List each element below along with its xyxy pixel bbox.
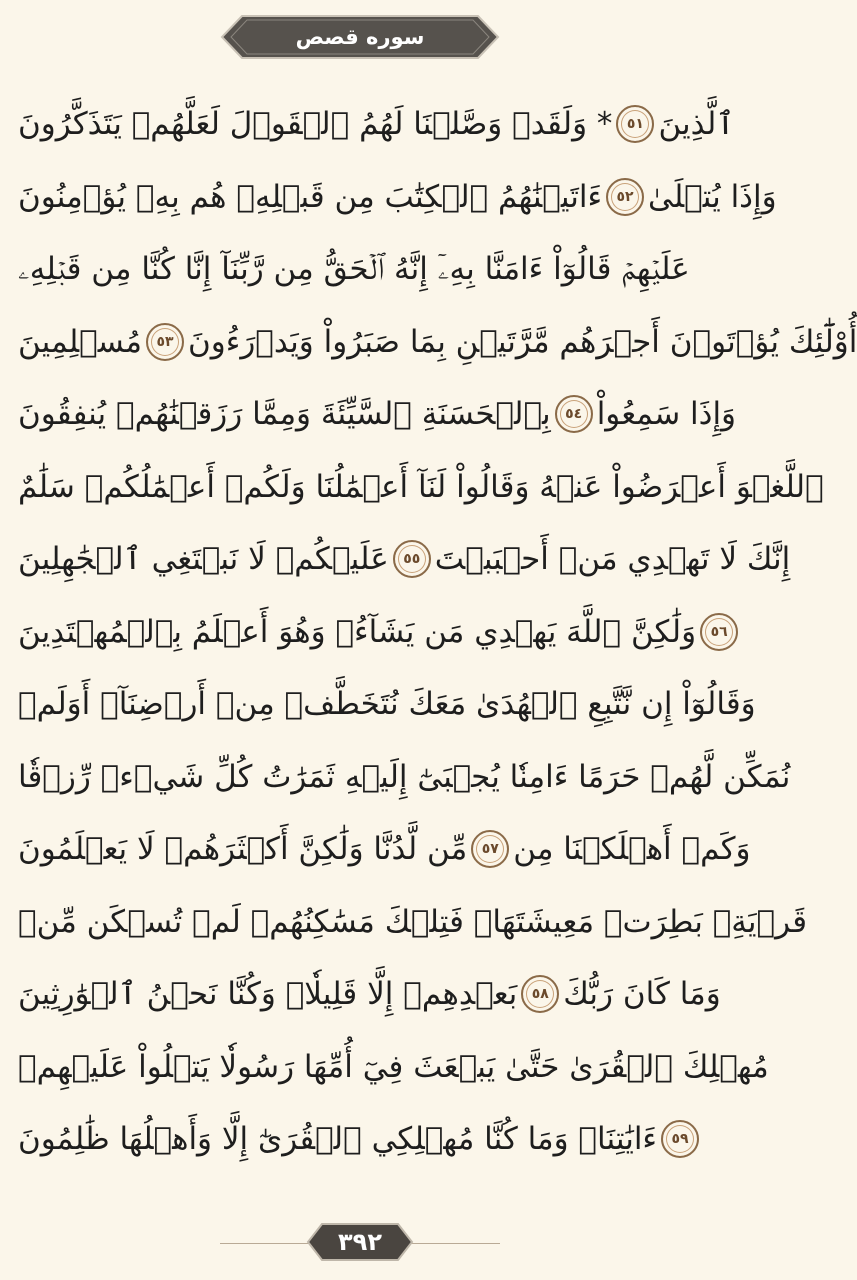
verse-line <box>18 233 702 306</box>
verse-line <box>18 668 756 741</box>
verse-text: ٱللَّغۡوَ أَعۡرَضُواْ عَنۡهُ وَقَالُواْ لَنَآ أَعۡمَٰلُنَا وَلَكُمۡ أَعۡمَٰلُكُمۡ سَلَٰمٌ <box>18 468 824 505</box>
ayah-number-marker: ٥٥ <box>393 540 431 578</box>
verse-text: وَلَٰكِنَّ ٱللَّهَ يَهۡدِي مَن يَشَآءُۚ وَهُوَ أَعۡلَمُ بِٱلۡمُهۡتَدِينَ <box>18 613 697 650</box>
verse-line <box>18 378 737 451</box>
verse-line <box>18 741 791 814</box>
verse-text: نُمَكِّن لَّهُمۡ حَرَمًا ءَامِنٗا يُجۡبَىٰٓ إِلَيۡهِ ثَمَرَٰتُ كُلِّ شَيۡءٖ رِّزۡقٗا <box>18 758 791 795</box>
verse-text: بِٱلۡحَسَنَةِ ٱلسَّيِّئَةَ وَمِمَّا رَزَقۡنَٰهُمۡ يُنفِقُونَ <box>18 396 551 433</box>
verse-text: * وَلَقَدۡ وَصَّلۡنَا لَهُمُ ٱلۡقَوۡلَ لَعَلَّهُمۡ يَتَذَكَّرُونَ <box>18 106 613 143</box>
verse-text: وَإِذَا سَمِعُواْ <box>596 396 737 433</box>
page-number: ٣٩٢ <box>338 1228 382 1256</box>
verse-text: بَعۡدِهِمۡ إِلَّا قَلِيلٗاۖ وَكُنَّا نَحۡنُ ٱلۡوَٰرِثِينَ <box>18 976 518 1013</box>
page-footer <box>0 1216 720 1262</box>
verse-text: وَإِذَا يُتۡلَىٰ <box>648 178 777 215</box>
verse-text: ٱلَّذِينَ <box>658 106 735 143</box>
page-number-badge <box>306 1222 414 1262</box>
verse-line <box>18 1103 702 1176</box>
verse-text: مُسۡلِمِينَ <box>18 323 142 360</box>
verse-text: قَرۡيَةِۭ بَطِرَتۡ مَعِيشَتَهَاۖ فَتِلۡكَ مَسَٰكِنُهُمۡ لَمۡ تُسۡكَن مِّنۢ <box>18 903 808 940</box>
verse-line <box>18 1031 769 1104</box>
verse-text: ءَاتَيۡنَٰهُمُ ٱلۡكِتَٰبَ مِن قَبۡلِهِۦ هُم بِهِۦ يُؤۡمِنُونَ <box>18 178 603 215</box>
verse-text: أُوْلَٰٓئِكَ يُؤۡتَوۡنَ أَجۡرَهُم مَّرَّتَيۡنِ بِمَا صَبَرُواْ وَيَدۡرَءُونَ <box>188 323 857 360</box>
verse-text: مُهۡلِكَ ٱلۡقُرَىٰ حَتَّىٰ يَبۡعَثَ فِيٓ أُمِّهَا رَسُولٗا يَتۡلُواْ عَلَيۡهِمۡ <box>18 1048 769 1085</box>
ayah-number-marker: ٥٢ <box>606 178 644 216</box>
ayah-number-marker: ٥٧ <box>471 830 509 868</box>
verse-text: وَكَمۡ أَهۡلَكۡنَا مِن <box>513 831 751 868</box>
verse-line <box>18 886 808 959</box>
ayah-number-marker: ٥١ <box>616 105 654 143</box>
surah-header <box>220 14 500 60</box>
ayah-number-marker: ٥٣ <box>146 323 184 361</box>
verse-line <box>18 451 824 524</box>
verse-line <box>18 306 857 379</box>
verses-block <box>18 88 857 1176</box>
verse-text: عَلَيۡهِمۡ قَالُوٓاْ ءَامَنَّا بِهِۦٓ إِنَّهُ ٱلۡحَقُّ مِن رَّبِّنَآ إِنَّا كُنَّا مِن قَبۡلِهِۦ <box>18 250 690 287</box>
ayah-number-marker: ٥٨ <box>521 975 559 1013</box>
verse-text: مِّن لَّدُنَّا وَلَٰكِنَّ أَكۡثَرَهُمۡ لَا يَعۡلَمُونَ <box>18 831 468 868</box>
surah-title: سوره قصص <box>295 25 425 49</box>
verse-text: عَلَيۡكُمۡ لَا نَبۡتَغِي ٱلۡجَٰهِلِينَ <box>18 541 389 578</box>
verse-line <box>18 596 728 669</box>
verse-line <box>18 523 791 596</box>
verse-text: وَمَا كَانَ رَبُّكَ <box>563 976 721 1013</box>
footer-divider-right <box>408 1243 500 1244</box>
verse-line <box>18 161 777 234</box>
ayah-number-marker: ٥٦ <box>700 613 738 651</box>
verse-text: ءَايَٰتِنَاۚ وَمَا كُنَّا مُهۡلِكِي ٱلۡقُرَىٰٓ إِلَّا وَأَهۡلُهَا ظَٰلِمُونَ <box>18 1121 658 1158</box>
verse-text: إِنَّكَ لَا تَهۡدِي مَنۡ أَحۡبَبۡتَ <box>434 541 791 578</box>
verse-text: وَقَالُوٓاْ إِن نَّتَّبِعِ ٱلۡهُدَىٰ مَعَكَ نُتَخَطَّفۡ مِنۡ أَرۡضِنَآۚ أَوَلَمۡ <box>18 686 756 723</box>
footer-divider-left <box>220 1243 312 1244</box>
verse-line <box>18 813 751 886</box>
ayah-number-marker: ٥٤ <box>555 395 593 433</box>
ayah-number-marker: ٥٩ <box>661 1120 699 1158</box>
verse-line <box>18 958 721 1031</box>
verse-line <box>18 88 735 161</box>
